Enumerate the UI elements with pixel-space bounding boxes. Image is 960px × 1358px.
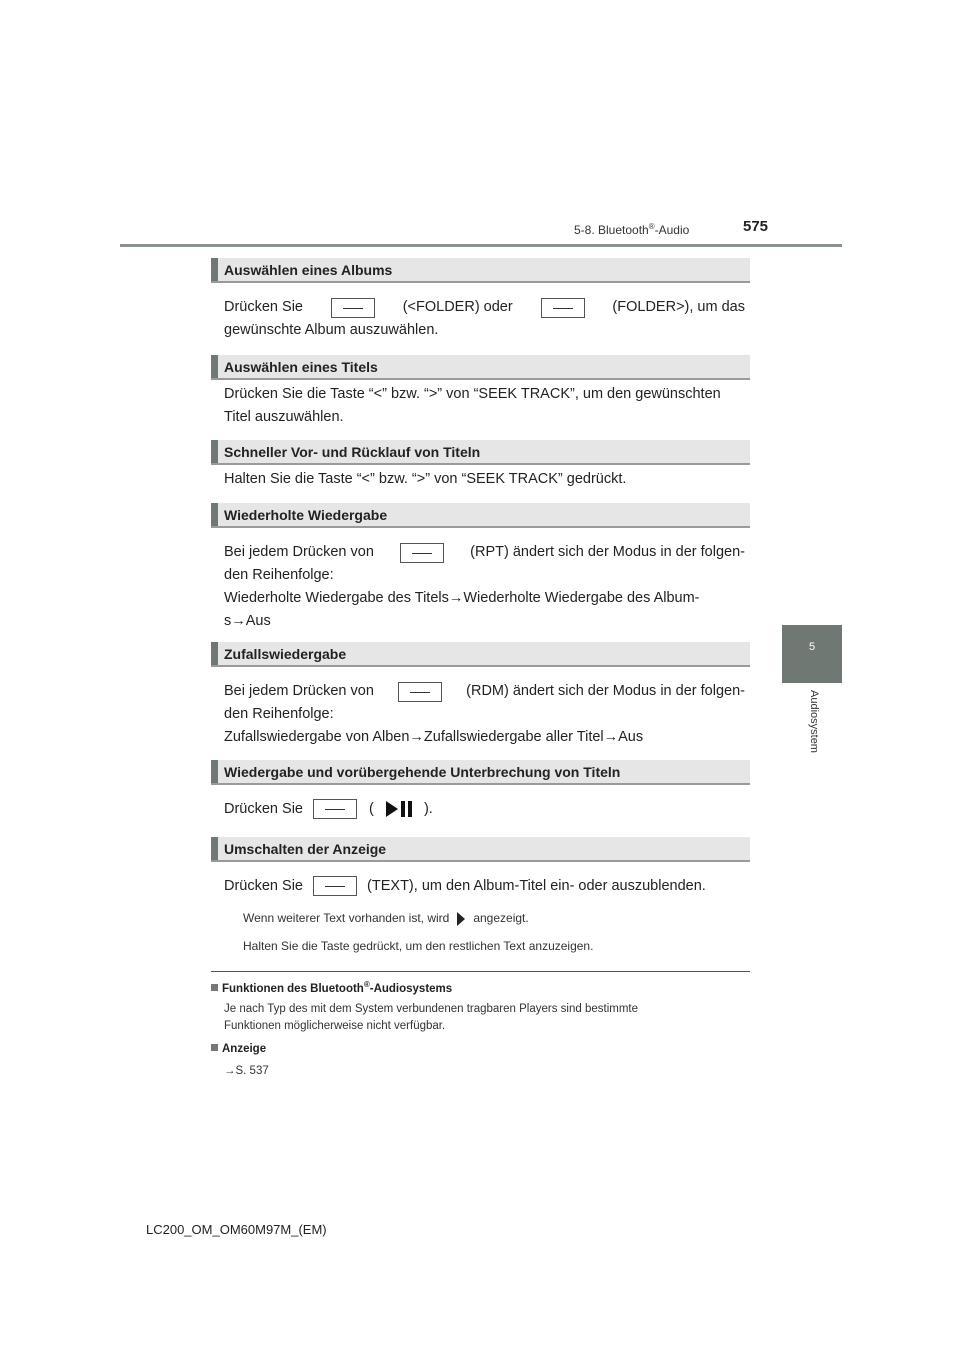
note-hold-button: Halten Sie die Taste gedrückt, um den restlichen Text anzuzeigen. <box>243 939 594 953</box>
paragraph-album <box>224 296 745 342</box>
text-fragment: Drücken Sie <box>224 878 303 894</box>
play-pause-icon <box>384 800 414 818</box>
text-fragment: (RDM) ändert sich der Modus in der folgen- <box>466 683 745 699</box>
paragraph-repeat <box>224 541 745 633</box>
text-line: gewünschte Album auszuwählen. <box>224 322 439 338</box>
header-rule <box>120 244 842 247</box>
section-header <box>574 222 689 237</box>
text-line: s→Aus <box>224 613 271 629</box>
section-heading-fast-forward <box>211 440 750 465</box>
paragraph-shuffle <box>224 680 745 749</box>
text-line <box>224 680 745 703</box>
paragraph-title <box>224 383 745 429</box>
folder-up-button-icon <box>541 298 585 318</box>
bullet-square-icon <box>211 984 218 991</box>
rdm-button-icon <box>398 682 442 702</box>
text-fragment: Wenn weiterer Text vorhanden ist, wird <box>243 911 450 925</box>
footnote-rule <box>211 971 750 972</box>
document-code: LC200_OM_OM60M97M_(EM) <box>146 1222 327 1237</box>
section-title: Auswählen eines Titels <box>224 359 378 375</box>
section-heading-repeat <box>211 503 750 528</box>
text-fragment: (RPT) ändert sich der Modus in der folgen- <box>470 544 745 560</box>
text-fragment: ( <box>369 801 374 817</box>
section-title: Auswählen eines Albums <box>224 262 393 278</box>
text-line <box>224 875 745 898</box>
text-fragment: Drücken Sie <box>224 801 303 817</box>
text-fragment: (FOLDER>), um das <box>612 299 745 315</box>
text-line <box>224 296 745 319</box>
section-prefix: 5-8. Bluetooth <box>574 223 649 237</box>
section-heading-display <box>211 837 750 862</box>
text-line: Je nach Typ des mit dem System verbundenen tragbaren Players sind bestimmte <box>224 1003 638 1015</box>
bullet-square-icon <box>211 1044 218 1051</box>
text-line: Funktionen möglicherweise nicht verfügbar. <box>224 1020 446 1032</box>
text-line: Drücken Sie die Taste “<” bzw. “>” von “SEEK TRACK”, um den gewünschten <box>224 386 721 402</box>
text-fragment: Funktionen des Bluetooth <box>222 982 364 995</box>
rpt-button-icon <box>400 543 444 563</box>
text-line: den Reihenfolge: <box>224 567 334 583</box>
paragraph-display <box>224 875 745 898</box>
section-heading-play-pause <box>211 760 750 785</box>
page-number: 575 <box>743 218 769 235</box>
text-line: Zufallswiedergabe von Alben→Zufallswiedergabe aller Titel→Aus <box>224 729 644 745</box>
text-fragment: Drücken Sie <box>224 299 303 315</box>
text-button-icon <box>313 876 357 896</box>
section-title: Umschalten der Anzeige <box>224 841 387 857</box>
text-fragment: Anzeige <box>222 1043 267 1055</box>
text-fragment: Bei jedem Drücken von <box>224 544 374 560</box>
registered-mark: ® <box>363 980 370 989</box>
text-line <box>224 541 745 564</box>
section-heading-title <box>211 355 750 380</box>
paragraph-play-pause <box>224 798 745 821</box>
text-fragment: -Audiosystems <box>369 982 453 995</box>
chapter-number: 5 <box>808 641 816 653</box>
note-more-text <box>243 911 529 926</box>
footnote-text-functions <box>224 1001 745 1035</box>
section-title: Wiedergabe und vorübergehende Unterbrechung von Titeln <box>224 764 621 780</box>
text-fragment: Bei jedem Drücken von <box>224 683 374 699</box>
arrow-right-icon <box>457 912 465 926</box>
text-fragment: ). <box>423 801 433 817</box>
text-line: den Reihenfolge: <box>224 706 334 722</box>
text-line: Titel auszuwählen. <box>224 409 344 425</box>
text-line <box>224 798 745 821</box>
section-title: Wiederholte Wiedergabe <box>224 507 388 523</box>
footnote-heading-display <box>211 1043 266 1055</box>
folder-down-button-icon <box>331 298 375 318</box>
chapter-label: Audiosystem <box>808 690 820 753</box>
registered-mark: ® <box>648 222 655 231</box>
text-line: Halten Sie die Taste “<” bzw. “>” von “SEEK TRACK” gedrückt. <box>224 471 627 487</box>
footnote-heading-functions <box>211 980 452 995</box>
text-fragment: angezeigt. <box>473 911 529 925</box>
section-heading-shuffle <box>211 642 750 667</box>
section-title: Zufallswiedergabe <box>224 646 347 662</box>
section-suffix: -Audio <box>654 223 690 237</box>
paragraph-fast-forward <box>224 468 745 491</box>
section-title: Schneller Vor- und Rücklauf von Titeln <box>224 444 481 460</box>
text-line: Wiederholte Wiedergabe des Titels→Wiederholte Wiedergabe des Album- <box>224 590 700 606</box>
text-fragment: (<FOLDER) oder <box>402 299 513 315</box>
chapter-tab <box>782 625 842 683</box>
footnote-ref-display: →S. 537 <box>224 1065 269 1077</box>
section-heading-album <box>211 258 750 283</box>
text-fragment: (TEXT), um den Album-Titel ein- oder auszublenden. <box>367 878 706 894</box>
play-button-icon <box>313 799 357 819</box>
